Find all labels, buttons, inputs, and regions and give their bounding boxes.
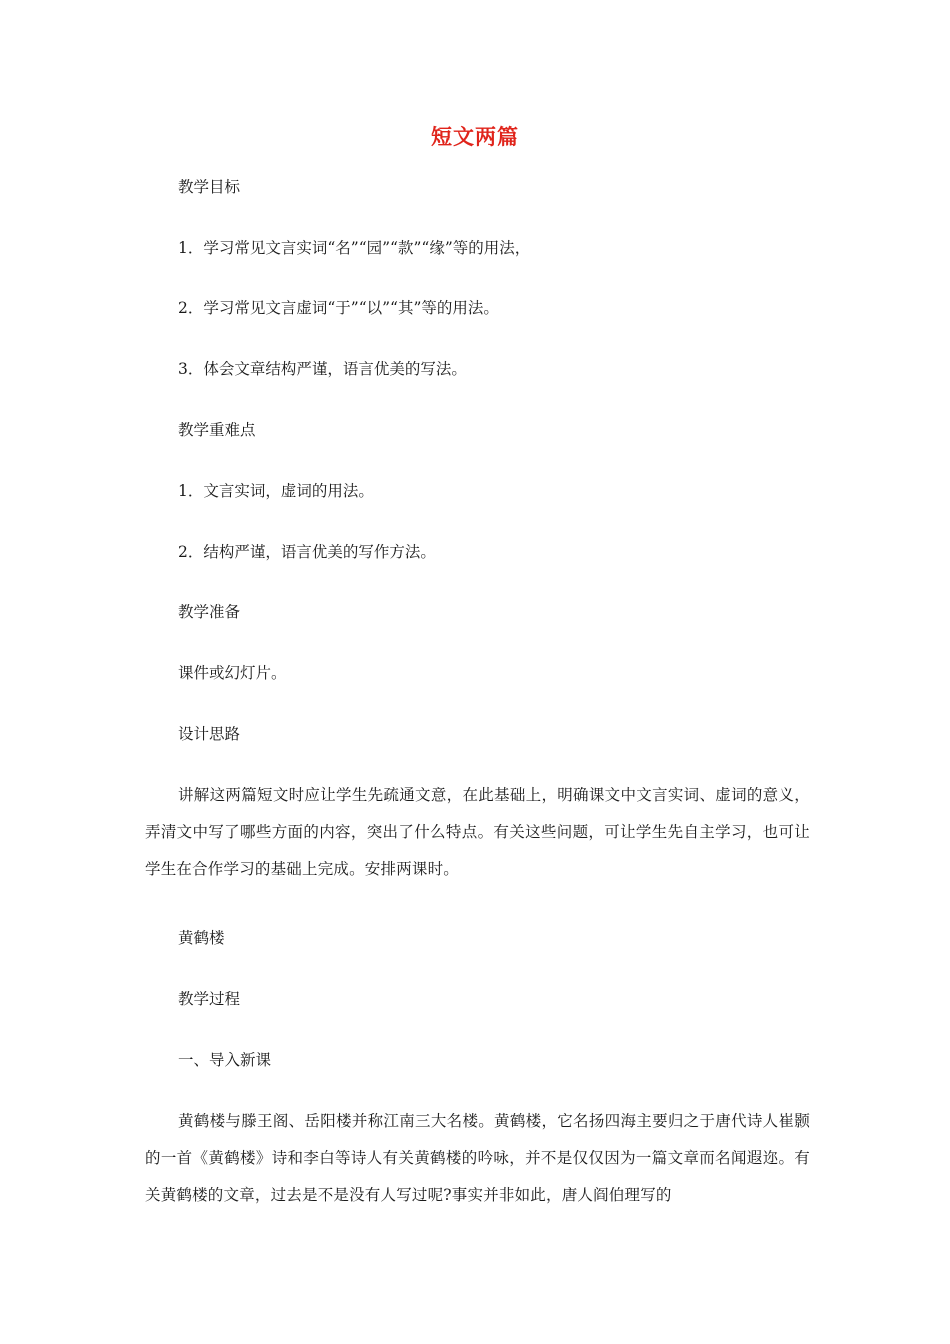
- key-point-item-1: 1．文言实词，虚词的用法。: [178, 482, 374, 500]
- heading-teaching-process: 教学过程: [178, 990, 241, 1008]
- goal-item-3: 3．体会文章结构严谨，语言优美的写法。: [178, 360, 467, 378]
- section-yellow-crane-tower: 黄鹤楼: [178, 929, 225, 947]
- document-title: 短文两篇: [431, 124, 519, 149]
- heading-design-idea: 设计思路: [178, 725, 241, 743]
- heading-key-points: 教学重难点: [178, 421, 256, 439]
- key-point-item-2: 2．结构严谨，语言优美的写作方法。: [178, 543, 436, 561]
- preparation-text: 课件或幻灯片。: [178, 664, 287, 682]
- heading-teaching-goals: 教学目标: [178, 178, 241, 196]
- goal-item-2: 2．学习常见文言虚词“于”“以”“其”等的用法。: [178, 299, 499, 317]
- goal-item-1: 1．学习常见文言实词“名”“园”“款”“缘”等的用法，: [178, 239, 531, 257]
- design-idea-paragraph: 讲解这两篇短文时应让学生先疏通文意，在此基础上，明确课文中文言实词、虚词的意义，弄清文中写了哪些方面的内容，突出了什么特点。有关这些问题，可让学生先自主学习，也可让学生在合作学习的基础上完成。安排两课时。: [145, 786, 810, 878]
- intro-paragraph: 黄鹤楼与滕王阁、岳阳楼并称江南三大名楼。黄鹤楼，它名扬四海主要归之于唐代诗人崔颢的一首《黄鹤楼》诗和李白等诗人有关黄鹤楼的吟咏，并不是仅仅因为一篇文章而名闻遐迩。有关黄鹤楼的文章，过去是不是没有人写过呢?事实并非如此，唐人阎伯理写的: [145, 1112, 810, 1204]
- heading-preparation: 教学准备: [178, 603, 241, 621]
- step-introduce-lesson: 一、导入新课: [178, 1051, 272, 1069]
